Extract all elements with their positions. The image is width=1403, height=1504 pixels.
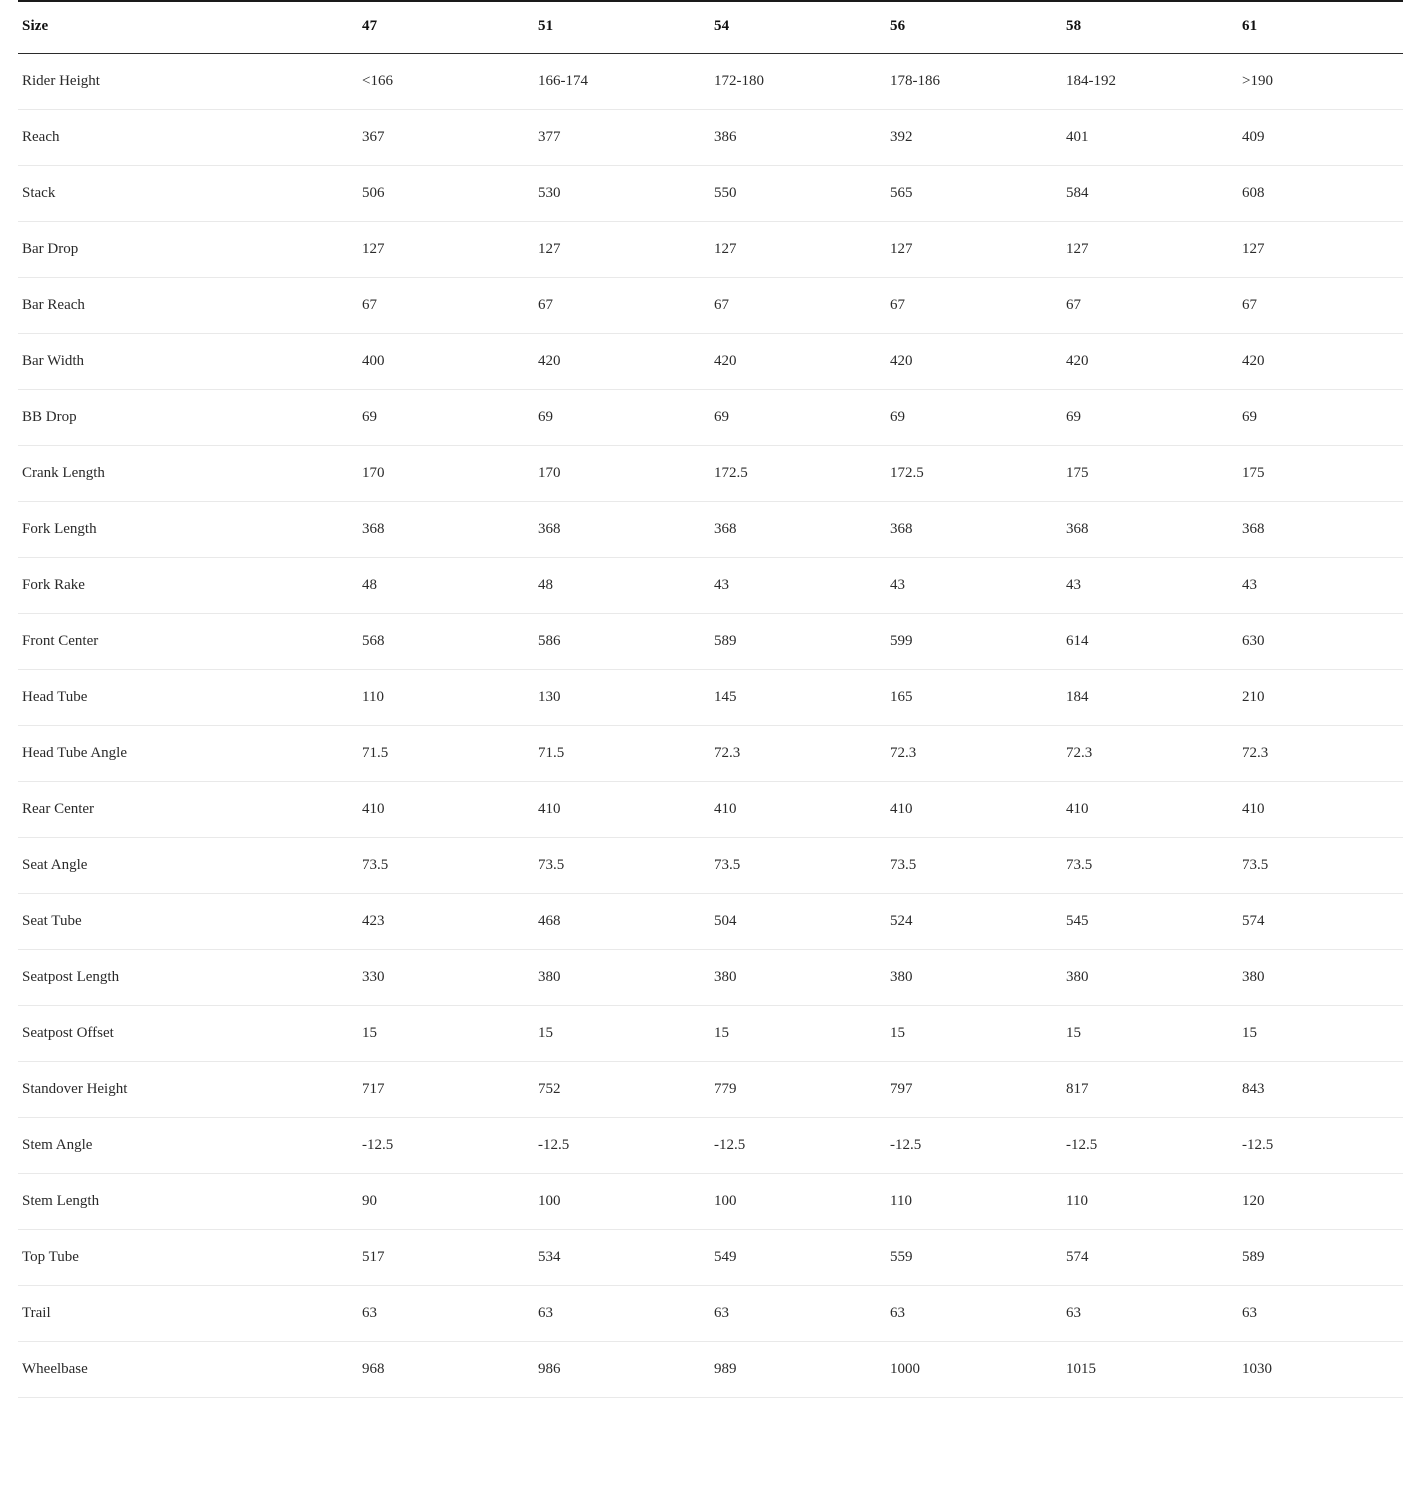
column-header-61: 61 <box>1238 1 1403 54</box>
row-value: 170 <box>358 446 534 502</box>
row-label: Bar Width <box>18 334 358 390</box>
row-value: 67 <box>534 278 710 334</box>
row-label: Trail <box>18 1286 358 1342</box>
row-value: 574 <box>1062 1230 1238 1286</box>
row-value: 210 <box>1238 670 1403 726</box>
row-value: 110 <box>886 1174 1062 1230</box>
row-label: Reach <box>18 110 358 166</box>
row-value: 73.5 <box>1062 838 1238 894</box>
row-value: 175 <box>1062 446 1238 502</box>
row-value: 401 <box>1062 110 1238 166</box>
column-header-47: 47 <box>358 1 534 54</box>
row-value: 69 <box>1238 390 1403 446</box>
row-value: -12.5 <box>358 1118 534 1174</box>
column-header-58: 58 <box>1062 1 1238 54</box>
row-value: 15 <box>534 1006 710 1062</box>
row-value: 420 <box>1062 334 1238 390</box>
row-value: 67 <box>1062 278 1238 334</box>
table-row <box>18 278 1403 334</box>
row-value: 549 <box>710 1230 886 1286</box>
row-value: 43 <box>1238 558 1403 614</box>
row-value: <166 <box>358 54 534 110</box>
row-value: 380 <box>534 950 710 1006</box>
row-value: 420 <box>886 334 1062 390</box>
table-row <box>18 1286 1403 1342</box>
row-value: 409 <box>1238 110 1403 166</box>
row-value: 110 <box>358 670 534 726</box>
row-value: 410 <box>1062 782 1238 838</box>
row-value: 586 <box>534 614 710 670</box>
row-value: 986 <box>534 1342 710 1398</box>
row-value: 73.5 <box>534 838 710 894</box>
row-value: 368 <box>886 502 1062 558</box>
row-value: 15 <box>710 1006 886 1062</box>
row-value: 73.5 <box>886 838 1062 894</box>
row-value: 410 <box>710 782 886 838</box>
table-header-row <box>18 1 1403 54</box>
row-value: 90 <box>358 1174 534 1230</box>
table-row <box>18 558 1403 614</box>
row-label: Seat Angle <box>18 838 358 894</box>
row-value: 817 <box>1062 1062 1238 1118</box>
row-value: 67 <box>1238 278 1403 334</box>
table-row <box>18 1006 1403 1062</box>
row-value: 71.5 <box>358 726 534 782</box>
row-value: 717 <box>358 1062 534 1118</box>
row-value: 170 <box>534 446 710 502</box>
row-value: 410 <box>534 782 710 838</box>
row-value: 127 <box>358 222 534 278</box>
row-value: 380 <box>710 950 886 1006</box>
table-row <box>18 1118 1403 1174</box>
row-value: 392 <box>886 110 1062 166</box>
row-label: Crank Length <box>18 446 358 502</box>
row-label: BB Drop <box>18 390 358 446</box>
row-value: 368 <box>358 502 534 558</box>
row-label: Seat Tube <box>18 894 358 950</box>
row-value: 184 <box>1062 670 1238 726</box>
row-value: -12.5 <box>1062 1118 1238 1174</box>
row-value: 420 <box>710 334 886 390</box>
table-row <box>18 390 1403 446</box>
row-value: 15 <box>1062 1006 1238 1062</box>
row-value: 166-174 <box>534 54 710 110</box>
row-value: -12.5 <box>710 1118 886 1174</box>
row-value: 15 <box>1238 1006 1403 1062</box>
row-value: 630 <box>1238 614 1403 670</box>
row-value: 400 <box>358 334 534 390</box>
row-label: Front Center <box>18 614 358 670</box>
row-value: 420 <box>534 334 710 390</box>
row-value: 377 <box>534 110 710 166</box>
table-row <box>18 614 1403 670</box>
row-label: Fork Length <box>18 502 358 558</box>
table-row <box>18 1230 1403 1286</box>
row-value: 69 <box>710 390 886 446</box>
row-label: Head Tube <box>18 670 358 726</box>
row-value: 368 <box>534 502 710 558</box>
column-header-size: Size <box>18 1 358 54</box>
table-row <box>18 502 1403 558</box>
row-value: 410 <box>886 782 1062 838</box>
row-value: 380 <box>1238 950 1403 1006</box>
row-value: 175 <box>1238 446 1403 502</box>
row-value: 127 <box>1062 222 1238 278</box>
row-value: 100 <box>710 1174 886 1230</box>
row-label: Head Tube Angle <box>18 726 358 782</box>
row-value: 568 <box>358 614 534 670</box>
row-value: 69 <box>1062 390 1238 446</box>
row-value: 43 <box>710 558 886 614</box>
row-label: Rider Height <box>18 54 358 110</box>
row-value: 545 <box>1062 894 1238 950</box>
row-value: 71.5 <box>534 726 710 782</box>
row-value: 72.3 <box>886 726 1062 782</box>
row-value: 1015 <box>1062 1342 1238 1398</box>
row-value: 386 <box>710 110 886 166</box>
row-value: 530 <box>534 166 710 222</box>
row-value: 367 <box>358 110 534 166</box>
row-value: 127 <box>886 222 1062 278</box>
row-value: 172.5 <box>886 446 1062 502</box>
table-body <box>18 54 1403 1398</box>
table-row <box>18 166 1403 222</box>
row-label: Fork Rake <box>18 558 358 614</box>
row-value: 73.5 <box>1238 838 1403 894</box>
row-value: 67 <box>358 278 534 334</box>
row-value: 165 <box>886 670 1062 726</box>
row-value: 380 <box>1062 950 1238 1006</box>
row-value: 584 <box>1062 166 1238 222</box>
row-value: -12.5 <box>886 1118 1062 1174</box>
row-value: -12.5 <box>1238 1118 1403 1174</box>
row-value: 1030 <box>1238 1342 1403 1398</box>
row-value: 550 <box>710 166 886 222</box>
row-value: >190 <box>1238 54 1403 110</box>
table-row <box>18 950 1403 1006</box>
row-value: 63 <box>1062 1286 1238 1342</box>
row-value: 843 <box>1238 1062 1403 1118</box>
table-row <box>18 782 1403 838</box>
row-value: 69 <box>886 390 1062 446</box>
row-label: Stem Angle <box>18 1118 358 1174</box>
table-row <box>18 1342 1403 1398</box>
row-label: Seatpost Length <box>18 950 358 1006</box>
row-value: 63 <box>710 1286 886 1342</box>
row-value: 72.3 <box>1062 726 1238 782</box>
row-value: 410 <box>1238 782 1403 838</box>
row-value: 43 <box>886 558 1062 614</box>
table-header <box>18 1 1403 54</box>
row-value: 63 <box>534 1286 710 1342</box>
row-value: 968 <box>358 1342 534 1398</box>
row-value: 380 <box>886 950 1062 1006</box>
row-value: 599 <box>886 614 1062 670</box>
table-row <box>18 54 1403 110</box>
row-label: Top Tube <box>18 1230 358 1286</box>
row-value: 330 <box>358 950 534 1006</box>
column-header-51: 51 <box>534 1 710 54</box>
row-value: 63 <box>1238 1286 1403 1342</box>
row-value: 565 <box>886 166 1062 222</box>
table-row <box>18 1062 1403 1118</box>
row-value: 608 <box>1238 166 1403 222</box>
row-label: Bar Reach <box>18 278 358 334</box>
row-value: 110 <box>1062 1174 1238 1230</box>
row-value: 797 <box>886 1062 1062 1118</box>
table-row <box>18 670 1403 726</box>
row-value: 589 <box>710 614 886 670</box>
row-value: 63 <box>358 1286 534 1342</box>
row-value: 517 <box>358 1230 534 1286</box>
row-value: 67 <box>886 278 1062 334</box>
geometry-table <box>18 0 1403 1398</box>
row-value: 127 <box>534 222 710 278</box>
row-value: 172-180 <box>710 54 886 110</box>
row-value: 752 <box>534 1062 710 1118</box>
row-value: 1000 <box>886 1342 1062 1398</box>
row-value: 410 <box>358 782 534 838</box>
row-value: 368 <box>1062 502 1238 558</box>
column-header-56: 56 <box>886 1 1062 54</box>
row-value: 506 <box>358 166 534 222</box>
table-row <box>18 726 1403 782</box>
row-value: 368 <box>1238 502 1403 558</box>
row-label: Stem Length <box>18 1174 358 1230</box>
table-row <box>18 222 1403 278</box>
row-value: 559 <box>886 1230 1062 1286</box>
row-value: 504 <box>710 894 886 950</box>
row-label: Standover Height <box>18 1062 358 1118</box>
table-row <box>18 1174 1403 1230</box>
row-value: 184-192 <box>1062 54 1238 110</box>
table-row <box>18 446 1403 502</box>
table-row <box>18 894 1403 950</box>
row-value: 145 <box>710 670 886 726</box>
row-value: 63 <box>886 1286 1062 1342</box>
row-value: 72.3 <box>710 726 886 782</box>
row-value: 43 <box>1062 558 1238 614</box>
row-value: 614 <box>1062 614 1238 670</box>
row-value: 127 <box>1238 222 1403 278</box>
column-header-54: 54 <box>710 1 886 54</box>
row-value: 130 <box>534 670 710 726</box>
row-value: 172.5 <box>710 446 886 502</box>
row-label: Wheelbase <box>18 1342 358 1398</box>
row-value: 423 <box>358 894 534 950</box>
row-value: 15 <box>358 1006 534 1062</box>
row-value: 589 <box>1238 1230 1403 1286</box>
row-value: 468 <box>534 894 710 950</box>
row-value: 67 <box>710 278 886 334</box>
row-value: 72.3 <box>1238 726 1403 782</box>
row-value: 48 <box>534 558 710 614</box>
row-value: 420 <box>1238 334 1403 390</box>
row-value: 15 <box>886 1006 1062 1062</box>
row-value: 127 <box>710 222 886 278</box>
row-value: 100 <box>534 1174 710 1230</box>
table-row <box>18 110 1403 166</box>
row-value: 989 <box>710 1342 886 1398</box>
row-value: 368 <box>710 502 886 558</box>
row-value: 534 <box>534 1230 710 1286</box>
row-value: 73.5 <box>710 838 886 894</box>
row-value: 73.5 <box>358 838 534 894</box>
row-value: 779 <box>710 1062 886 1118</box>
row-label: Stack <box>18 166 358 222</box>
row-value: 69 <box>358 390 534 446</box>
row-label: Rear Center <box>18 782 358 838</box>
row-value: -12.5 <box>534 1118 710 1174</box>
row-label: Seatpost Offset <box>18 1006 358 1062</box>
row-value: 574 <box>1238 894 1403 950</box>
table-row <box>18 838 1403 894</box>
row-value: 524 <box>886 894 1062 950</box>
row-value: 69 <box>534 390 710 446</box>
row-label: Bar Drop <box>18 222 358 278</box>
row-value: 48 <box>358 558 534 614</box>
row-value: 120 <box>1238 1174 1403 1230</box>
table-row <box>18 334 1403 390</box>
row-value: 178-186 <box>886 54 1062 110</box>
